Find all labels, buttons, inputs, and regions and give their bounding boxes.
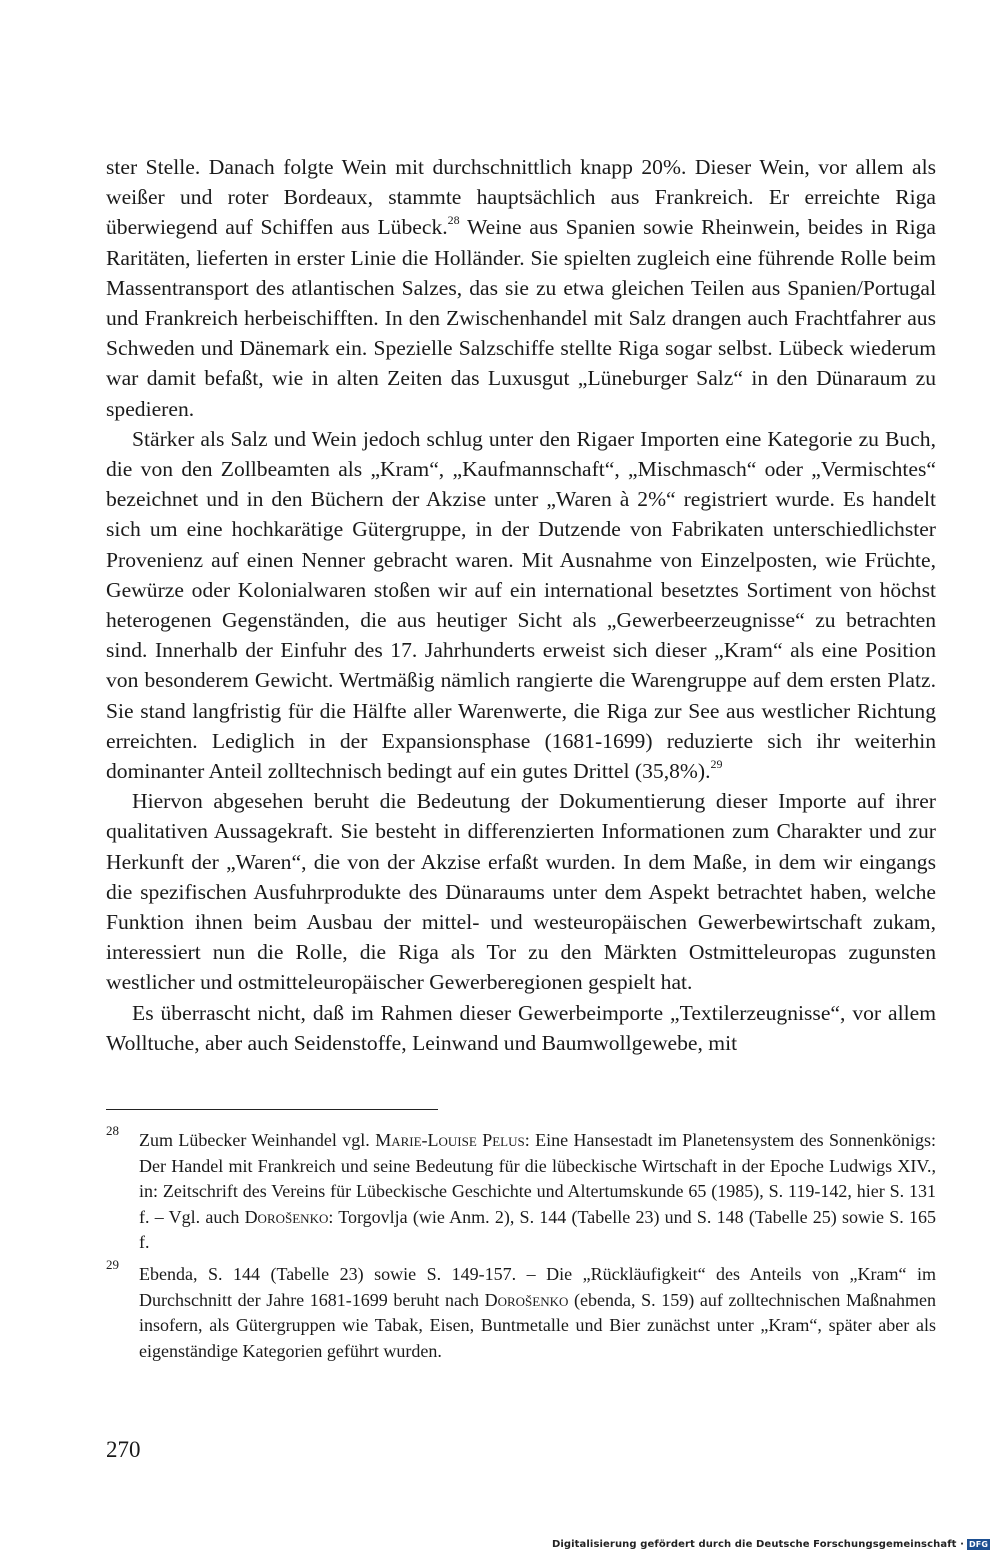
author-name: Marie-Louise Pelus — [375, 1130, 525, 1150]
footnotes — [106, 1123, 936, 1370]
main-text — [106, 152, 936, 1058]
footnote-separator — [106, 1109, 438, 1110]
footnote-ref-28: 28 — [447, 213, 460, 228]
digitization-credit — [552, 1538, 990, 1550]
footnote-29: 29 Ebenda, S. 144 (Tabelle 23) sowie S. 149-157. – Die „Rückläufigkeit“ des Anteils von „Kram“ im Durchschnitt der Jahre 1681-1699 beruht nach Dorošenko (ebenda, S. 159) auf zolltechnischen Maßnahmen insofern, als Gütergruppen wie Tabak, Eisen, Buntmetalle und Bier zunächst unter „Kram“, später aber als eigenständige Kategorien geführt wurden. — [106, 1256, 936, 1361]
credit-text: Digitalisierung gefördert durch die Deutsche Forschungsgemeinschaft · — [551, 1538, 965, 1550]
author-name: Dorošenko — [244, 1206, 329, 1227]
footnote-number: 28 — [106, 1123, 119, 1138]
page-number: 270 — [106, 1437, 141, 1462]
dfg-logo-icon: DFG — [969, 1539, 988, 1549]
paragraph-4: Es überrascht nicht, daß im Rahmen dieser Gewerbeimporte „Textilerzeugnisse“, vor allem Wolltuche, aber auch Seidenstoffe, Leinwand und Baumwollgewebe, mit — [106, 1000, 936, 1055]
footnote-ref-29: 29 — [710, 756, 723, 771]
footnote-28: 28 Zum Lübecker Weinhandel vgl. Marie-Louise Pelus: Eine Hansestadt im Planetensystem des Sonnenkönigs: Der Handel mit Frankreich und seine Bedeutung für die lübeckische Wirtschaft in der Epoche Ludwigs XIV., in: Zeitschrift des Vereins für Lübeckische Geschichte und Altertumskunde 65 (1985), S. 119-142, hier S. 131 f. – Vgl. auch Dorošenko: Torgovlja (wie Anm. 2), S. 144 (Tabelle 23) und S. 148 (Tabelle 25) sowie S. 165 f. — [106, 1123, 936, 1253]
paragraph-3: Hiervon abgesehen beruht die Bedeutung der Dokumentierung dieser Importe auf ihrer qualitativen Aussagekraft. Sie besteht in differenzierten Informationen zum Charakter und zur Herkunft der „Waren“, die von der Akzise erfaßt wurden. In dem Maße, in dem wir eingangs die spezifischen Ausfuhrprodukte des Dünaraums unter dem Aspekt betrachtet haben, welche Funktion ihnen beim Ausbau der mittel- und westeuropäischen Gewerbewirtschaft zukam, interessiert nun die Rolle, die Riga als Tor zu den Märkten Ostmitteleuropas zugunsten westlicher und ostmitteleuropäischer Gewerberegionen gespielt hat. — [106, 789, 936, 995]
paragraph-2: Stärker als Salz und Wein jedoch schlug unter den Rigaer Importen eine Kategorie zu Buch, die von den Zollbeamten als „Kram“, „Kaufmannschaft“, „Mischmasch“ oder „Vermischtes“ bezeichnet und in den Büchern der Akzise unter „Waren à 2%“ registriert wurde. Es handelt sich um eine hochkarätige Gütergruppe, in der Dutzende von Fabrikaten unterschiedlichster Provenienz auf einen Nenner gebracht waren. Mit Ausnahme von Einzelposten, wie Früchte, Gewürze oder Kolonialwaren stoßen wir auf ein international besetztes Sortiment von höchst heterogenen Gegenständen, die aus heutiger Sicht als „Gewerbeerzeugnisse“ zu betrachten sind. Innerhalb der Einfuhr des 17. Jahrhunderts erweist sich dieser „Kram“ als eine Position von besonderem Gewicht. Wertmäßig nämlich rangierte die Warengruppe auf dem ersten Platz. Sie stand langfristig für die Hälfte aller Warenwerte, die Riga zur See aus westlicher Richtung erreichten. Lediglich in der Expansionsphase (1681-1699) reduzierte sich ihr weiterhin dominanter Anteil zolltechnisch bedingt auf ein gutes Drittel (35,8%).$^{29}$ — [106, 426, 936, 784]
author-name: Dorošenko — [484, 1289, 569, 1310]
footnote-number: 29 — [106, 1256, 119, 1272]
paragraph-1: ster Stelle. Danach folgte Wein mit durchschnittlich knapp 20%. Dieser Wein, vor allem als weißer und roter Bordeaux, stammte hauptsächlich aus Frankreich. Er erreichte Riga überwiegend auf Schiffen aus Lübeck.$^{28}$ Weine aus Spanien sowie Rheinwein, beides in Riga Raritäten, lieferten in erster Linie die Holländer. Sie spielten zugleich eine führende Rolle beim Massentransport des atlantischen Salzes, das sie zu etwa gleichen Teilen aus Spanien/Portugal und Frankreich herbeischifften. In den Zwischenhandel mit Salz drangen auch Frachtfahrer aus Schweden und Dänemark ein. Spezielle Salzschiffe stellte Riga sogar selbst. Lübeck wiederum war damit befaßt, wie in alten Zeiten das Luxusgut „Lüneburger Salz“ in den Dünaraum zu spedieren. — [106, 155, 936, 421]
